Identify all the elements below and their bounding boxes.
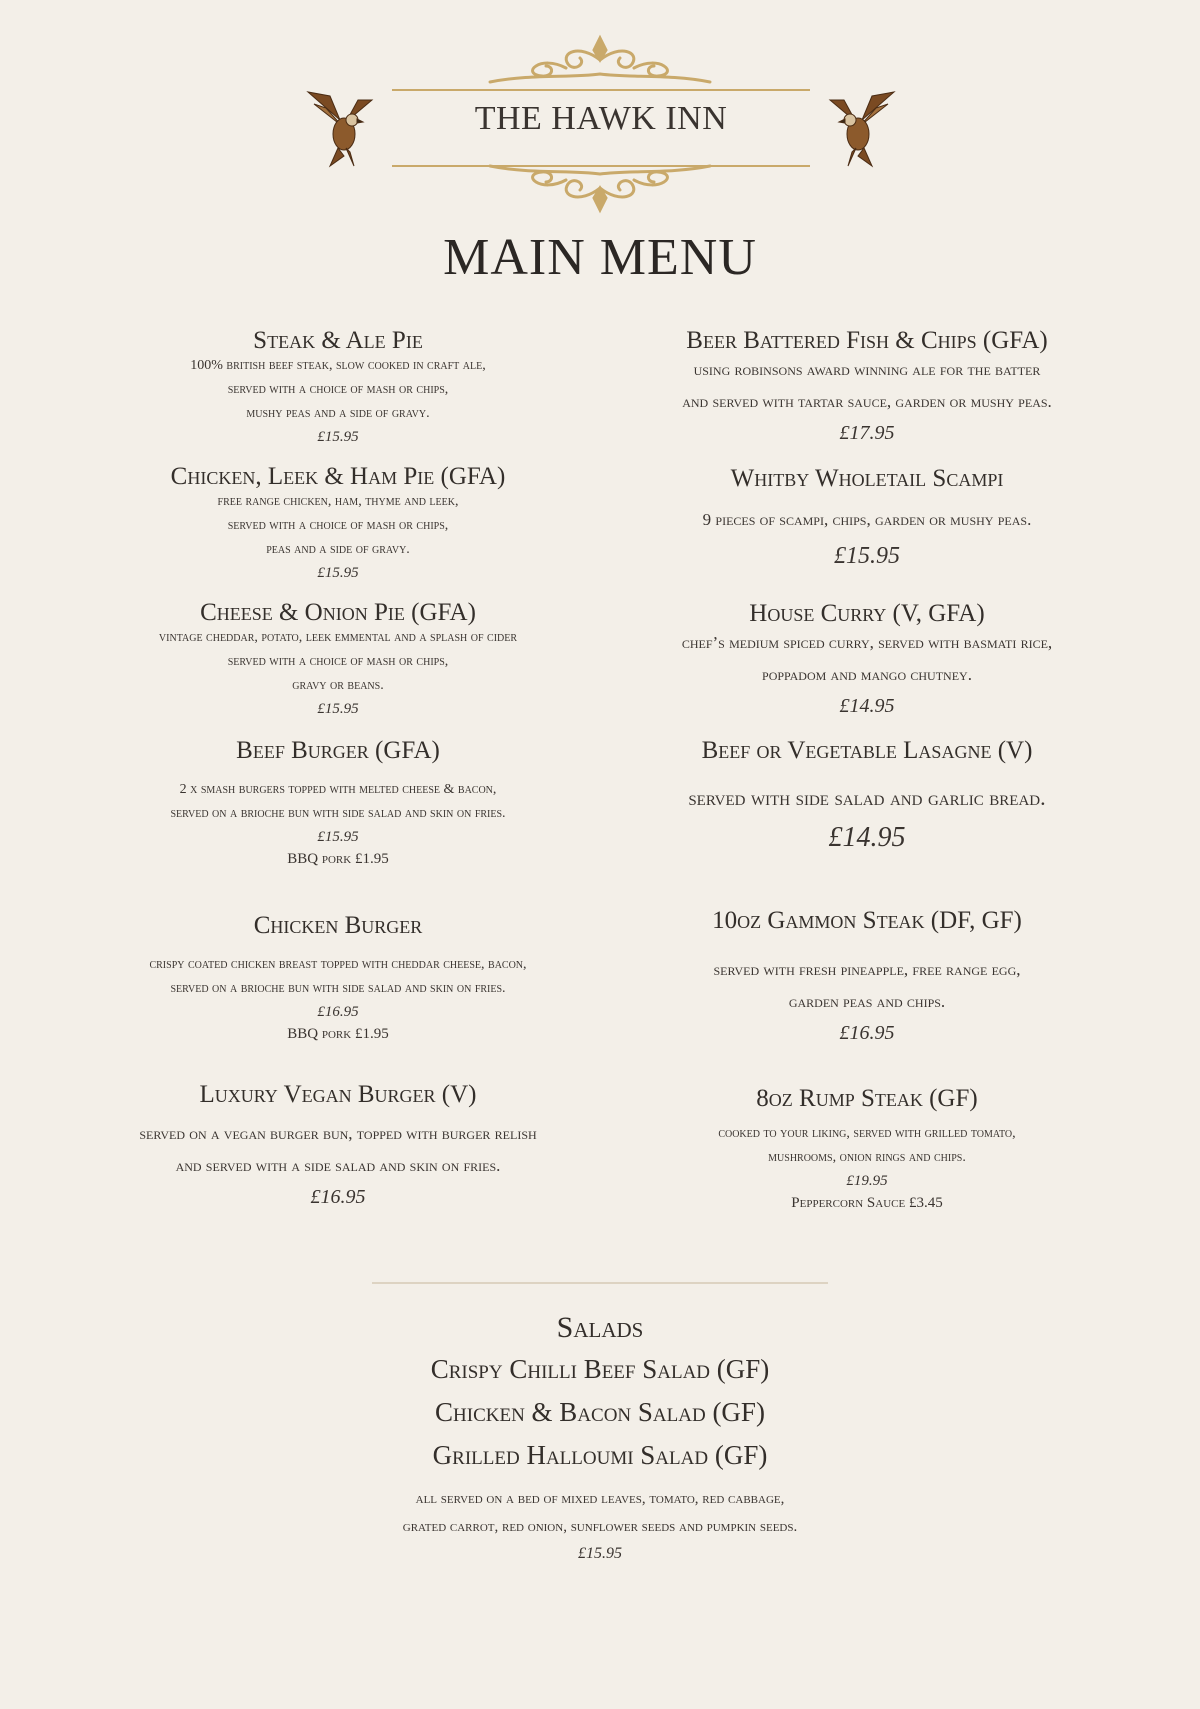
item-name: Whitby Wholetail Scampi [730,465,1004,492]
item-name: Chicken Burger [253,912,423,939]
filigree-ornament [470,162,730,214]
item-price: £19.95 [846,1173,888,1190]
item-price: £17.95 [839,422,895,445]
item-desc-line: served with side salad and garlic bread. [688,785,1046,811]
salads-section [0,1308,1200,1567]
item-name: Luxury Vegan Burger (V) [199,1081,477,1108]
item-desc-line: mushrooms, onion rings and chips. [768,1150,966,1166]
item-price: £16.95 [839,1022,895,1045]
hawk-icon [822,86,902,170]
item-name: House Curry (V, GFA) [749,600,985,627]
item-desc-line: poppadom and mango chutney. [762,665,972,685]
menu-item [88,913,588,1045]
item-price: £15.95 [317,701,359,718]
inn-name: THE HAWK INN [474,100,728,137]
item-price: £14.95 [839,695,895,718]
item-desc-line: free range chicken, ham, thyme and leek, [217,494,459,510]
menu-item [88,738,588,870]
item-desc-line: peas and a side of gravy. [266,542,410,558]
item-name: Steak & Ale Pie [253,327,423,354]
menu-header [0,30,1200,230]
item-desc-line: and served with a side salad and skin on fries. [175,1156,501,1176]
section-divider [372,1282,828,1284]
item-desc-line: gravy or beans. [292,678,384,694]
menu-item [612,1086,1122,1214]
menu-item [612,601,1122,721]
menu-item [88,1082,588,1212]
item-extra: BBQ pork £1.95 [287,1026,389,1043]
item-price: £15.95 [317,429,359,446]
item-desc-line: served with a choice of mash or chips, [227,518,449,534]
item-name: Beef Burger (GFA) [236,737,440,764]
item-price: £15.95 [834,543,900,570]
salads-desc-line: all served on a bed of mixed leaves, tomato, red cabbage, [415,1491,785,1507]
item-desc-line: mushy peas and a side of gravy. [246,406,430,422]
item-desc-line: served on a brioche bun with side salad and skin on fries. [170,981,506,997]
item-extra: Peppercorn Sauce £3.45 [791,1195,943,1212]
item-name: Beef or Vegetable Lasagne (V) [701,737,1033,764]
menu-item [612,466,1122,576]
filigree-ornament [470,34,730,86]
item-desc-line: crispy coated chicken breast topped with cheddar cheese, bacon, [149,957,527,973]
item-name: Beer Battered Fish & Chips (GFA) [686,327,1048,354]
item-extra: BBQ pork £1.95 [287,851,389,868]
item-desc-line: served with fresh pineapple, free range egg, [713,960,1021,980]
menu-item [88,600,588,720]
item-desc-line: served on a brioche bun with side salad and skin on fries. [170,806,506,822]
item-name: Cheese & Onion Pie (GFA) [200,599,476,626]
item-desc-line: and served with tartar sauce, garden or mushy peas. [682,392,1052,412]
item-desc-line: garden peas and chips. [788,992,946,1012]
item-desc-line: vintage cheddar, potato, leek emmental and a splash of cider [158,630,518,646]
item-desc-line: 100% british beef steak, slow cooked in craft ale, [190,358,486,374]
item-desc-line: served with a choice of mash or chips, [227,382,449,398]
item-price: £16.95 [317,1004,359,1021]
item-desc-line: cooked to your liking, served with grilled tomato, [718,1126,1016,1142]
header-rule-top [392,89,810,91]
salads-desc-line: grated carrot, red onion, sunflower seeds and pumpkin seeds. [402,1519,798,1535]
menu-item [612,328,1122,448]
item-desc-line: served with a choice of mash or chips, [227,654,449,670]
item-price: £16.95 [310,1186,366,1209]
item-name: Chicken, Leek & Ham Pie (GFA) [170,463,506,490]
item-desc-line: using robinsons award winning ale for the batter [693,360,1041,380]
item-name: 10oz Gammon Steak (DF, GF) [712,907,1022,934]
item-desc-line: chef’s medium spiced curry, served with basmati rice, [681,633,1053,653]
menu-item [612,738,1122,858]
item-price: £15.95 [317,829,359,846]
menu-item [88,464,588,584]
menu-item [88,328,588,448]
item-price: £15.95 [317,565,359,582]
salads-price: £15.95 [578,1545,622,1562]
page-title: MAIN MENU [443,229,757,286]
item-price: £14.95 [828,822,906,854]
menu-item [612,908,1122,1048]
item-desc-line: 9 pieces of scampi, chips, garden or mushy peas. [702,510,1032,530]
item-name: 8oz Rump Steak (GF) [756,1085,978,1112]
salad-item: Chicken & Bacon Salad (GF) [435,1397,765,1427]
salad-item: Grilled Halloumi Salad (GF) [432,1440,768,1470]
salads-heading: Salads [556,1311,644,1344]
item-desc-line: served on a vegan burger bun, topped with burger relish [139,1124,537,1144]
salad-item: Crispy Chilli Beef Salad (GF) [430,1354,770,1384]
item-desc-line: 2 x smash burgers topped with melted cheese & bacon, [179,782,497,798]
hawk-icon [300,86,380,170]
